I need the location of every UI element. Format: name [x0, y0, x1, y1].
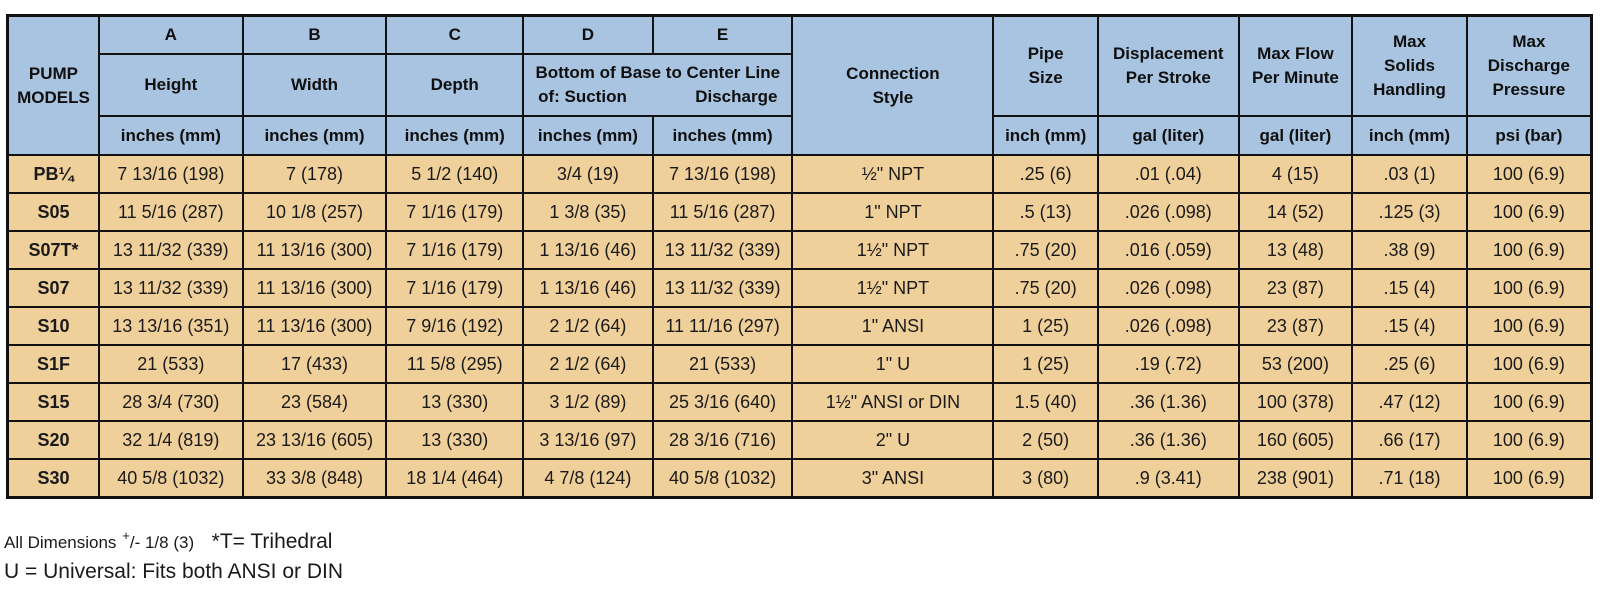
col-header-bottom-base [523, 54, 792, 116]
bottom-base-discharge: Discharge [695, 87, 778, 106]
cell-max-solids: .71 (18) [1352, 459, 1467, 498]
cell-height: 13 11/32 (339) [99, 269, 243, 307]
cell-model: S07 [8, 269, 99, 307]
table-header [8, 16, 1592, 156]
cell-depth: 11 5/8 (295) [386, 345, 523, 383]
table-row [8, 269, 1592, 307]
cell-discharge: 11 11/16 (297) [653, 307, 793, 345]
cell-suction: 3 13/16 (97) [523, 421, 653, 459]
table-row [8, 307, 1592, 345]
unit-displacement: gal (liter) [1098, 116, 1239, 155]
cell-depth: 7 1/16 (179) [386, 193, 523, 231]
cell-displacement: .026 (.098) [1098, 307, 1239, 345]
cell-max-pressure: 100 (6.9) [1467, 231, 1592, 269]
cell-max-solids: .125 (3) [1352, 193, 1467, 231]
cell-discharge: 13 11/32 (339) [653, 269, 793, 307]
cell-width: 33 3/8 (848) [243, 459, 387, 498]
cell-depth: 7 9/16 (192) [386, 307, 523, 345]
cell-depth: 7 1/16 (179) [386, 269, 523, 307]
cell-model: S15 [8, 383, 99, 421]
footnote-dims-suffix: /- 1/8 (3) [129, 533, 195, 552]
cell-max-flow: 238 (901) [1239, 459, 1353, 498]
pump-specs-table-wrapper [6, 14, 1593, 499]
cell-height: 32 1/4 (819) [99, 421, 243, 459]
footnote-trihedral: *T= Trihedral [211, 530, 333, 553]
cell-connection: 1½" NPT [792, 231, 993, 269]
cell-displacement: .01 (.04) [1098, 155, 1239, 193]
cell-suction: 2 1/2 (64) [523, 345, 653, 383]
cell-model: S1F [8, 345, 99, 383]
cell-connection: ½" NPT [792, 155, 993, 193]
col-letter-b: B [243, 16, 387, 55]
cell-displacement: .016 (.059) [1098, 231, 1239, 269]
cell-max-flow: 13 (48) [1239, 231, 1353, 269]
cell-discharge: 7 13/16 (198) [653, 155, 793, 193]
cell-max-solids: .47 (12) [1352, 383, 1467, 421]
cell-max-solids: .03 (1) [1352, 155, 1467, 193]
cell-discharge: 21 (533) [653, 345, 793, 383]
cell-pipe-size: .75 (20) [993, 231, 1098, 269]
cell-max-flow: 100 (378) [1239, 383, 1353, 421]
cell-height: 28 3/4 (730) [99, 383, 243, 421]
cell-suction: 2 1/2 (64) [523, 307, 653, 345]
cell-discharge: 40 5/8 (1032) [653, 459, 793, 498]
pump-specs-table [6, 14, 1593, 499]
col-header-max-discharge: Max Discharge Pressure [1467, 16, 1592, 117]
cell-width: 11 13/16 (300) [243, 231, 387, 269]
cell-displacement: .19 (.72) [1098, 345, 1239, 383]
cell-max-flow: 23 (87) [1239, 269, 1353, 307]
cell-connection: 1" ANSI [792, 307, 993, 345]
col-header-displacement: Displacement Per Stroke [1098, 16, 1239, 117]
cell-max-flow: 160 (605) [1239, 421, 1353, 459]
cell-max-pressure: 100 (6.9) [1467, 307, 1592, 345]
bottom-base-line1: Bottom of Base to Center Line [535, 63, 781, 82]
table-row [8, 459, 1592, 498]
cell-max-solids: .38 (9) [1352, 231, 1467, 269]
unit-pipe-size: inch (mm) [993, 116, 1098, 155]
cell-discharge: 28 3/16 (716) [653, 421, 793, 459]
footnote-dims-sup: + [122, 528, 130, 543]
cell-max-flow: 4 (15) [1239, 155, 1353, 193]
cell-max-pressure: 100 (6.9) [1467, 421, 1592, 459]
cell-max-pressure: 100 (6.9) [1467, 269, 1592, 307]
unit-depth: inches (mm) [386, 116, 523, 155]
cell-suction: 1 13/16 (46) [523, 269, 653, 307]
cell-max-solids: .25 (6) [1352, 345, 1467, 383]
unit-max-discharge: psi (bar) [1467, 116, 1592, 155]
cell-depth: 18 1/4 (464) [386, 459, 523, 498]
cell-width: 23 (584) [243, 383, 387, 421]
cell-model: S30 [8, 459, 99, 498]
cell-max-solids: .15 (4) [1352, 269, 1467, 307]
cell-height: 13 13/16 (351) [99, 307, 243, 345]
col-header-pump-models: PUMP MODELS [8, 16, 99, 156]
cell-width: 17 (433) [243, 345, 387, 383]
table-body [8, 155, 1592, 498]
cell-connection: 3" ANSI [792, 459, 993, 498]
cell-connection: 1" NPT [792, 193, 993, 231]
col-header-pipe-size: Pipe Size [993, 16, 1098, 117]
cell-width: 11 13/16 (300) [243, 269, 387, 307]
col-header-connection-style: Connection Style [792, 16, 993, 156]
header-row-letters [8, 16, 1592, 55]
bottom-base-line2 [524, 85, 791, 109]
cell-suction: 3 1/2 (89) [523, 383, 653, 421]
cell-width: 7 (178) [243, 155, 387, 193]
cell-width: 23 13/16 (605) [243, 421, 387, 459]
unit-height: inches (mm) [99, 116, 243, 155]
cell-model: S07T* [8, 231, 99, 269]
unit-width: inches (mm) [243, 116, 387, 155]
cell-max-pressure: 100 (6.9) [1467, 383, 1592, 421]
unit-max-solids: inch (mm) [1352, 116, 1467, 155]
table-row [8, 345, 1592, 383]
cell-max-pressure: 100 (6.9) [1467, 155, 1592, 193]
cell-pipe-size: .5 (13) [993, 193, 1098, 231]
cell-displacement: .026 (.098) [1098, 193, 1239, 231]
cell-connection: 2" U [792, 421, 993, 459]
col-header-max-flow: Max Flow Per Minute [1239, 16, 1353, 117]
table-row [8, 155, 1592, 193]
cell-pipe-size: 3 (80) [993, 459, 1098, 498]
cell-depth: 7 1/16 (179) [386, 231, 523, 269]
cell-model: S05 [8, 193, 99, 231]
cell-width: 11 13/16 (300) [243, 307, 387, 345]
cell-displacement: .36 (1.36) [1098, 383, 1239, 421]
cell-pipe-size: 1 (25) [993, 307, 1098, 345]
cell-suction: 3/4 (19) [523, 155, 653, 193]
cell-max-solids: .15 (4) [1352, 307, 1467, 345]
table-row [8, 421, 1592, 459]
bottom-base-suction: of: Suction [538, 87, 627, 106]
cell-height: 21 (533) [99, 345, 243, 383]
cell-connection: 1½" ANSI or DIN [792, 383, 993, 421]
unit-suction: inches (mm) [523, 116, 653, 155]
col-letter-e: E [653, 16, 793, 55]
unit-discharge: inches (mm) [653, 116, 793, 155]
cell-pipe-size: .25 (6) [993, 155, 1098, 193]
cell-width: 10 1/8 (257) [243, 193, 387, 231]
col-header-height: Height [99, 54, 243, 116]
cell-pipe-size: .75 (20) [993, 269, 1098, 307]
table-row [8, 193, 1592, 231]
cell-suction: 4 7/8 (124) [523, 459, 653, 498]
cell-connection: 1½" NPT [792, 269, 993, 307]
cell-max-flow: 14 (52) [1239, 193, 1353, 231]
footnote-dims-prefix: All Dimensions [4, 533, 117, 552]
cell-model: S10 [8, 307, 99, 345]
cell-connection: 1" U [792, 345, 993, 383]
col-header-max-solids: Max Solids Handling [1352, 16, 1467, 117]
cell-displacement: .36 (1.36) [1098, 421, 1239, 459]
footnote-universal: U = Universal: Fits both ANSI or DIN [4, 560, 344, 583]
cell-height: 40 5/8 (1032) [99, 459, 243, 498]
cell-max-pressure: 100 (6.9) [1467, 459, 1592, 498]
cell-pipe-size: 2 (50) [993, 421, 1098, 459]
col-letter-d: D [523, 16, 653, 55]
unit-max-flow: gal (liter) [1239, 116, 1353, 155]
cell-discharge: 13 11/32 (339) [653, 231, 793, 269]
cell-height: 13 11/32 (339) [99, 231, 243, 269]
cell-max-pressure: 100 (6.9) [1467, 193, 1592, 231]
cell-max-flow: 53 (200) [1239, 345, 1353, 383]
table-row [8, 231, 1592, 269]
cell-displacement: .9 (3.41) [1098, 459, 1239, 498]
col-letter-c: C [386, 16, 523, 55]
cell-max-solids: .66 (17) [1352, 421, 1467, 459]
cell-model: S20 [8, 421, 99, 459]
col-header-depth: Depth [386, 54, 523, 116]
cell-suction: 1 3/8 (35) [523, 193, 653, 231]
cell-displacement: .026 (.098) [1098, 269, 1239, 307]
footnote-dimensions [4, 528, 332, 554]
cell-discharge: 11 5/16 (287) [653, 193, 793, 231]
cell-max-flow: 23 (87) [1239, 307, 1353, 345]
cell-pipe-size: 1 (25) [993, 345, 1098, 383]
cell-suction: 1 13/16 (46) [523, 231, 653, 269]
cell-depth: 5 1/2 (140) [386, 155, 523, 193]
cell-model: PB¼ [8, 155, 99, 193]
cell-height: 11 5/16 (287) [99, 193, 243, 231]
col-header-width: Width [243, 54, 387, 116]
cell-pipe-size: 1.5 (40) [993, 383, 1098, 421]
cell-depth: 13 (330) [386, 421, 523, 459]
cell-depth: 13 (330) [386, 383, 523, 421]
col-letter-a: A [99, 16, 243, 55]
table-row [8, 383, 1592, 421]
cell-discharge: 25 3/16 (640) [653, 383, 793, 421]
cell-max-pressure: 100 (6.9) [1467, 345, 1592, 383]
cell-height: 7 13/16 (198) [99, 155, 243, 193]
